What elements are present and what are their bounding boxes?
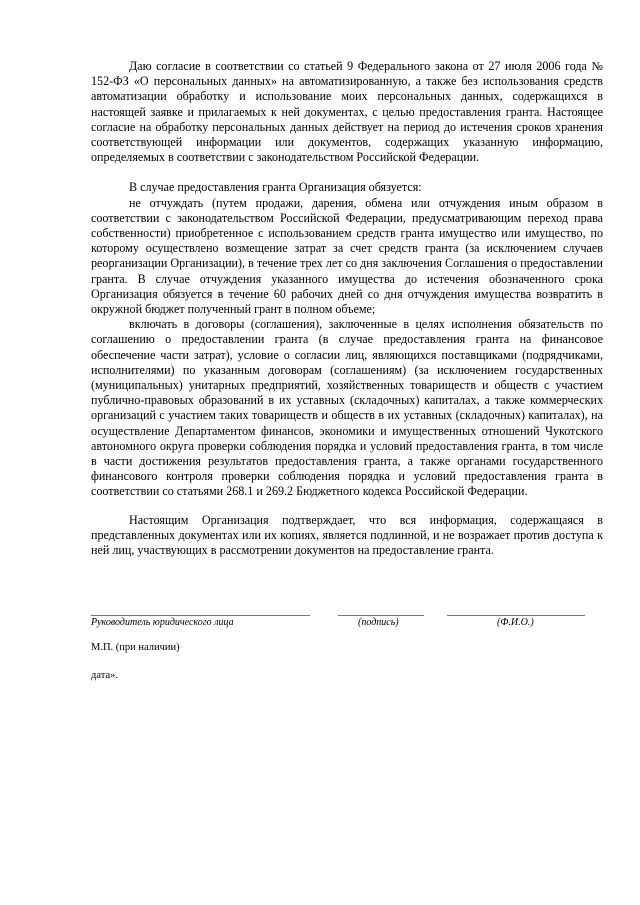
consent-paragraph: Даю согласие в соответствии со статьей 9 Федерального закона от 27 июля 2006 года № 152-ФЗ «О персональных данных» на автоматизированную, а также без использования средств автоматизации обработку и использование моих персональных данных, содержащихся в настоящей заявке и прилагаемых к ней документах, с целью предоставления гранта. Настоящее согласие на обработку персональных данных действует на период до истечения сроков хранения соответствующей информации или документов, содержащих указанную информацию, определяемых в соответствии с законодательством Российской Федерации. [91,59,603,165]
confirmation-paragraph: Настоящим Организация подтверждает, что вся информация, содержащаяся в представленных документах или их копиях, является подлинной, и не возражает против доступа к ней лиц, участвующих в рассмотрении документов на предоставление гранта. [91,512,603,558]
date-note: дата». [91,670,118,681]
head-signature-line [91,615,310,616]
signature-line [338,615,424,616]
name-line [447,615,585,616]
signature-label: (подпись) [358,617,399,628]
name-label: (Ф.И.О.) [497,617,534,628]
head-label: Руководитель юридического лица [91,617,234,628]
obligation-not-alienate: не отчуждать (путем продажи, дарения, обмена или отчуждения иным образом в соответствии с законодательством Российской Федерации, предусматривающим переход права собственности) приобретенное с использованием средств гранта имущество или имущество, по которому осуществлено возмещение затрат за счет средств гранта (за исключением случаев реорганизации Организации), в течение трех лет со дня заключения Соглашения о предоставлении гранта. В случае отчуждения указанного имущества до истечения обозначенного срока Организация обязуется в течение 60 рабочих дней со дня отчуждения имущества возвратить в окружной бюджет полученный грант в полном объеме; [91,195,603,317]
obligations-intro: В случае предоставления гранта Организация обязуется: [129,180,422,195]
obligation-include-contracts: включать в договоры (соглашения), заключенные в целях исполнения обязательств по соглашению о предоставлении гранта (в случае предоставления гранта на финансовое обеспечение части затрат), условие о согласии лиц, являющихся поставщиками (подрядчиками, исполнителями) по указанным договорам (соглашениям) (за исключением государственных (муниципальных) унитарных предприятий, хозяйственных товариществ и обществ с участием публично-правовых образований в их уставных (складочных) капиталах, а также коммерческих организаций с участием таких товариществ и обществ в их уставных (складочных) капиталах), на осуществление Департаментом финансов, экономики и имущественных отношений Чукотского автономного округа проверки соблюдения порядка и условий предоставления гранта, в том числе в части достижения результатов предоставления гранта, а также органами государственного финансового контроля проверки соблюдения порядка и условий предоставления гранта в соответствии со статьями 268.1 и 269.2 Бюджетного кодекса Российской Федерации. [91,317,603,499]
document-body [91,59,603,558]
stamp-note: М.П. (при наличии) [91,642,180,653]
signature-block [91,605,603,645]
